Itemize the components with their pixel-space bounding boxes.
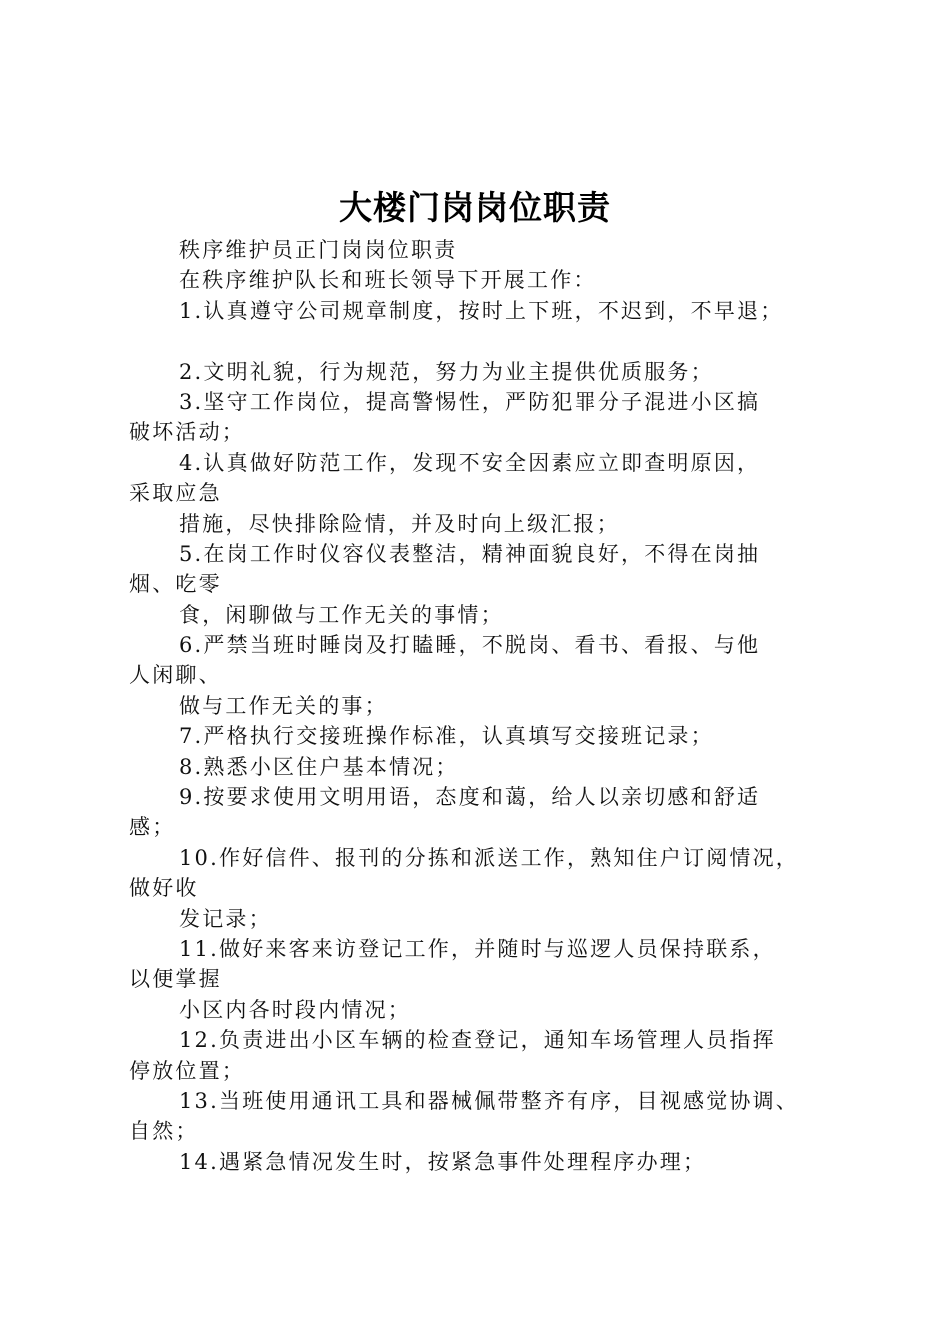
- paragraph-line: 12.负责进出小区车辆的检查登记，通知车场管理人员指挥: [179, 1028, 776, 1053]
- paragraph-line: 7.严格执行交接班操作标准，认真填写交接班记录；: [179, 724, 714, 749]
- paragraph-line: 8.熟悉小区住户基本情况；: [179, 754, 459, 779]
- paragraph-line: 食，闲聊做与工作无关的事情；: [179, 602, 504, 627]
- paragraph-line: 停放位置；: [129, 1058, 245, 1083]
- blank-line: [129, 326, 844, 356]
- paragraph-line: 5.在岗工作时仪容仪表整洁，精神面貌良好，不得在岗抽: [179, 541, 761, 566]
- paragraph-line: 做与工作无关的事；: [179, 693, 388, 718]
- paragraph-line: 人闲聊、: [129, 663, 222, 688]
- paragraph-line: 发记录；: [179, 906, 272, 931]
- paragraph-line: 9.按要求使用文明用语，态度和蔼，给人以亲切感和舒适: [179, 785, 761, 810]
- paragraph-line: 做好收: [129, 876, 199, 901]
- paragraph-line: 自然；: [129, 1119, 199, 1144]
- paragraph-line: 在秩序维护队长和班长领导下开展工作：: [179, 268, 597, 293]
- paragraph-line: 13.当班使用通讯工具和器械佩带整齐有序，目视感觉协调、: [179, 1088, 799, 1113]
- paragraph-line: 小区内各时段内情况；: [179, 997, 411, 1022]
- paragraph-line: 1.认真遵守公司规章制度，按时上下班，不迟到，不早退；: [179, 298, 784, 323]
- paragraph-line: 6.严禁当班时睡岗及打瞌睡，不脱岗、看书、看报、与他: [179, 633, 761, 658]
- paragraph-line: 秩序维护员正门岗岗位职责: [179, 238, 458, 262]
- paragraph-line: 2.文明礼貌，行为规范，努力为业主提供优质服务；: [179, 359, 714, 384]
- paragraph-line: 3.坚守工作岗位，提高警惕性，严防犯罪分子混进小区搞: [179, 389, 761, 414]
- paragraph-line: 烟、吃零: [129, 572, 222, 597]
- paragraph-line: 10.作好信件、报刊的分拣和派送工作，熟知住户订阅情况，: [179, 845, 799, 870]
- paragraph-line: 以便掌握: [129, 967, 222, 992]
- paragraph-line: 措施，尽快排除险情，并及时向上级汇报；: [179, 511, 620, 536]
- paragraph-line: 11.做好来客来访登记工作，并随时与巡逻人员保持联系，: [179, 936, 776, 961]
- paragraph-line: 破坏活动；: [129, 420, 245, 445]
- paragraph-line: 感；: [129, 815, 176, 840]
- paragraph-line: 14.遇紧急情况发生时，按紧急事件处理程序办理；: [179, 1149, 707, 1174]
- paragraph-line: 采取应急: [129, 481, 222, 506]
- paragraph-line: 4.认真做好防范工作，发现不安全因素应立即查明原因，: [179, 450, 761, 475]
- document-title: 大楼门岗岗位职责: [339, 188, 611, 227]
- document-body: [129, 235, 844, 1177]
